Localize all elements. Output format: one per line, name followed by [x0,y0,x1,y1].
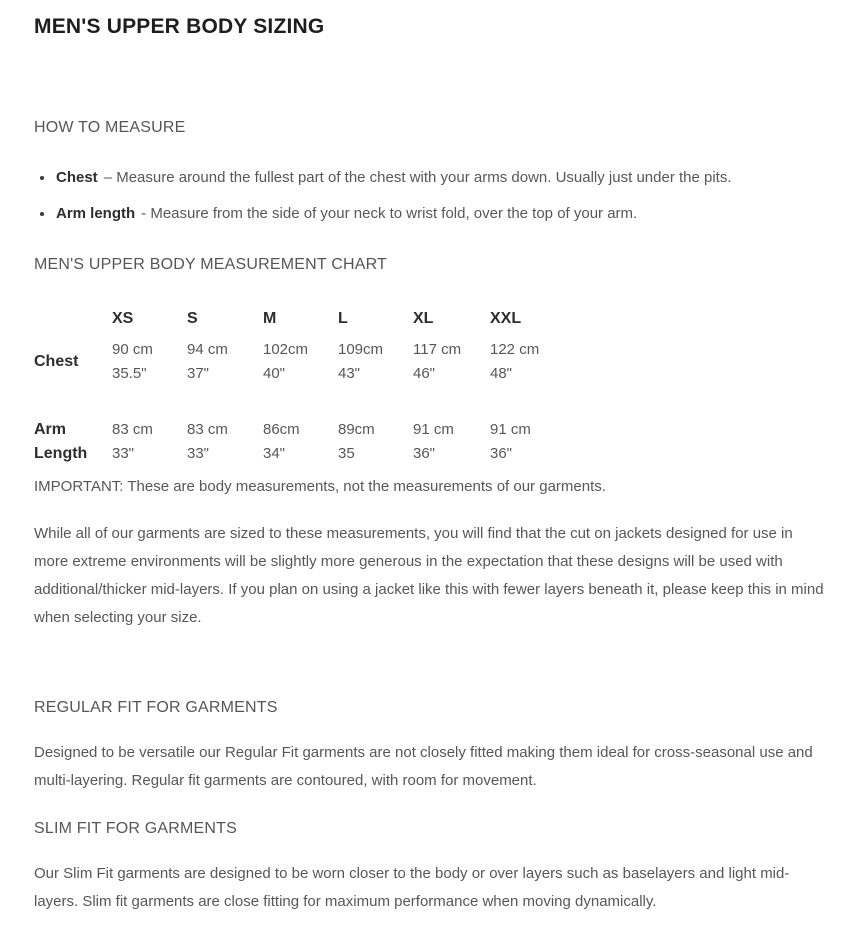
list-item [34,169,827,186]
measure-description: - Measure from the side of your neck to wrist fold, over the top of your arm. [141,205,638,222]
table-cell [413,338,490,386]
measure-instruction-text [56,169,732,186]
cell-cm-value: 117 cm [413,341,462,358]
cell-inch-value: 33" [187,445,210,462]
cell-cm-value: 91 cm [413,421,454,438]
cell-inch-value: 36" [413,445,436,462]
cell-inch-value: 43" [338,365,361,382]
cell-cm-value: 90 cm [112,341,153,358]
slim-fit-paragraph: Our Slim Fit garments are designed to be worn closer to the body or over layers such as baselayers and light mid-layers. Slim fit garments are close fitting for maximum performance when moving dynamically. [34,865,790,910]
cell-cm-value: 86cm [263,421,300,438]
size-column-header: M [263,310,277,327]
size-column-header: XL [413,310,434,327]
table-header-spacer [34,309,112,329]
bullet-dot-icon [40,212,44,216]
sizing-note-paragraph: While all of our garments are sized to these measurements, you will find that the cut on jackets designed for use in more extreme environments will be slightly more generous in the expectation that these designs will be used with additional/thicker mid-layers. If you plan on using a jacket like this with fewer layers beneath it, please keep this in mind when selecting your size. [34,525,824,626]
table-cell [338,338,413,386]
table-cell [112,418,187,466]
list-item [34,205,827,222]
cell-inch-value: 36" [490,445,513,462]
row-label: Chest [34,353,79,370]
table-cell [263,338,338,386]
cell-cm-value: 83 cm [112,421,153,438]
table-cell [112,338,187,386]
table-cell [263,418,338,466]
cell-inch-value: 35 [338,445,355,462]
bullet-dot-icon [40,176,44,180]
size-column-header: XS [112,310,134,327]
table-cell [338,418,413,466]
cell-inch-value: 48" [490,365,513,382]
measure-term: Chest [56,169,98,186]
measurement-chart-table [34,309,827,466]
how-to-measure-heading: HOW TO MEASURE [34,119,186,136]
measure-instruction-text [56,205,637,222]
table-cell [187,338,263,386]
cell-cm-value: 89cm [338,421,375,438]
cell-inch-value: 33" [112,445,135,462]
table-cell [187,418,263,466]
cell-inch-value: 35.5" [112,365,147,382]
cell-inch-value: 46" [413,365,436,382]
cell-cm-value: 109cm [338,341,384,358]
regular-fit-heading: REGULAR FIT FOR GARMENTS [34,699,278,716]
page-title: MEN'S UPPER BODY SIZING [34,15,325,38]
table-row-arm-length [34,418,827,466]
measure-description: – Measure around the fullest part of the chest with your arms down. Usually just under the pits. [103,169,732,186]
cell-inch-value: 34" [263,445,286,462]
size-column-header: L [338,310,348,327]
table-cell [490,338,574,386]
size-column-header: S [187,310,198,327]
cell-cm-value: 91 cm [490,421,531,438]
cell-cm-value: 122 cm [490,341,540,358]
cell-cm-value: 83 cm [187,421,228,438]
table-header-row [34,309,827,329]
size-column-header: XXL [490,310,522,327]
important-note: IMPORTANT: These are body measurements, not the measurements of our garments. [34,478,606,495]
table-cell [413,418,490,466]
measure-instructions-list [34,169,827,222]
table-row-spacer [34,386,827,418]
regular-fit-paragraph: Designed to be versatile our Regular Fit garments are not closely fitted making them ideal for cross-seasonal use and multi-layering. Regular fit garments are contoured, with room for movement. [34,744,813,789]
cell-cm-value: 94 cm [187,341,228,358]
cell-inch-value: 37" [187,365,210,382]
slim-fit-heading: SLIM FIT FOR GARMENTS [34,820,238,837]
cell-cm-value: 102cm [263,341,309,358]
measure-term: Arm length [56,205,136,222]
measurement-chart-heading: MEN'S UPPER BODY MEASUREMENT CHART [34,256,388,273]
cell-inch-value: 40" [263,365,286,382]
table-cell [490,418,574,466]
table-row-chest [34,338,827,386]
row-label: Arm Length [34,421,88,462]
